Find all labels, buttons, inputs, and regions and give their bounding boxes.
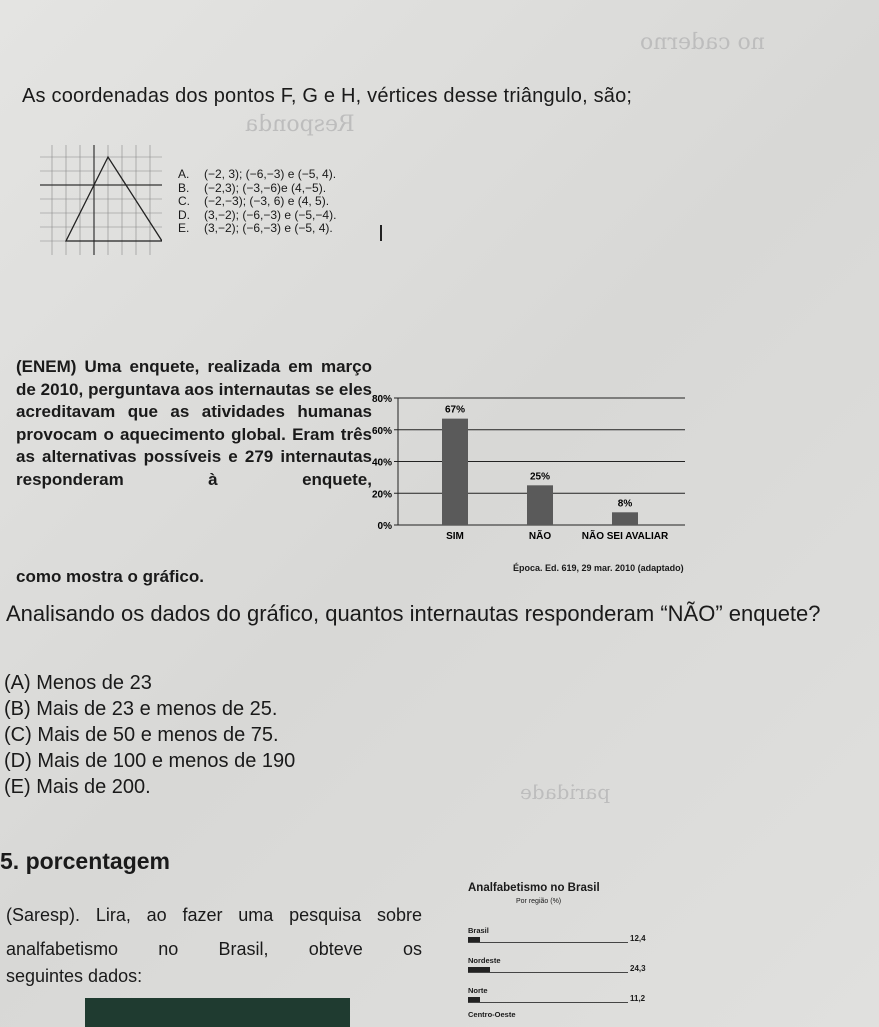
option-d: D. (3,−2); (−6,−3) e (−5,−4). xyxy=(178,207,337,222)
y-tick-label: 0% xyxy=(377,521,392,532)
table-row xyxy=(468,956,646,973)
chart-source: Época. Ed. 619, 29 mar. 2010 (adaptado) xyxy=(513,563,684,573)
answer-options-list xyxy=(178,168,336,236)
y-tick-label: 80% xyxy=(371,394,392,405)
bar xyxy=(612,512,638,525)
answer-choices xyxy=(4,670,295,800)
enem-question-text: (ENEM) Uma enquete, realizada em março de 2010, perguntava aos internautas se eles acreditavam que as atividades humanas provocam o aquecimento global. Eram três as alternativas possíveis e 279 internautas responderam à enquete, xyxy=(16,357,372,489)
y-tick-label: 60% xyxy=(371,425,392,437)
bleed-through-text: no caderno xyxy=(640,30,765,55)
table-row xyxy=(468,926,646,943)
option-c: C. (−2,−3); (−3, 6) e (4, 5). xyxy=(178,194,330,208)
bar-chart xyxy=(360,380,690,550)
saresp-question-text: (Saresp). Lira, ao fazer uma pesquisa sobre analfabetismo no Brasil, obteve os xyxy=(6,905,422,959)
bleed-through-text: paridade xyxy=(520,780,611,804)
bleed-through-text: Responda xyxy=(245,112,355,137)
cropped-dark-block xyxy=(85,998,350,1027)
answer-a: (A) Menos de 23 xyxy=(4,672,152,694)
row-rule xyxy=(468,942,628,943)
y-tick-label: 20% xyxy=(371,489,392,501)
table-subtitle: Por região (%) xyxy=(516,898,562,905)
table-row xyxy=(468,986,646,1003)
row-value: 11,2 xyxy=(630,994,646,1003)
enem-question-last-line: como mostra o gráfico. xyxy=(16,567,204,586)
x-tick-label: SIM xyxy=(446,531,464,542)
row-label: Brasil xyxy=(468,926,489,935)
row-rule xyxy=(468,972,628,973)
row-value: 24,3 xyxy=(630,964,646,973)
row-label: Norte xyxy=(468,986,488,995)
option-a: A. (−2, 3); (−6,−3) e (−5, 4). xyxy=(178,167,337,181)
row-value: 12,4 xyxy=(630,934,646,943)
section-title: 5. porcentagem xyxy=(0,848,170,874)
table-title: Analfabetismo no Brasil xyxy=(468,882,600,894)
x-tick-label: NÃO xyxy=(528,531,552,542)
answer-d: (D) Mais de 100 e menos de 190 xyxy=(4,750,296,772)
text-cursor xyxy=(380,225,382,241)
row-label: Nordeste xyxy=(468,956,501,965)
data-label: 8% xyxy=(617,498,633,510)
y-tick-label: 40% xyxy=(371,457,392,469)
question-text: Analisando os dados do gráfico, quantos internautas responderam “NÃO” enquete? xyxy=(6,601,821,626)
data-label: 67% xyxy=(444,404,466,416)
bar xyxy=(442,419,468,525)
intro-text: As coordenadas dos pontos F, G e H, vértices desse triângulo, são; xyxy=(22,85,633,107)
row-rule xyxy=(468,1002,628,1003)
answer-e: (E) Mais de 200. xyxy=(4,776,151,798)
saresp-question-last-line: seguintes dados: xyxy=(6,966,143,986)
option-b: B. (−2,3); (−3,−6)e (4,−5). xyxy=(178,180,327,195)
answer-c: (C) Mais de 50 e menos de 75. xyxy=(4,724,279,746)
row-label: Centro-Oeste xyxy=(468,1010,516,1019)
data-label: 25% xyxy=(529,471,551,483)
answer-b: (B) Mais de 23 e menos de 25. xyxy=(4,698,278,720)
coordinate-grid-figure xyxy=(40,145,162,255)
option-e: E. (3,−2); (−6,−3) e (−5, 4). xyxy=(178,221,333,235)
illiteracy-table-figure xyxy=(458,882,658,1027)
bar xyxy=(527,485,553,525)
table-row xyxy=(468,1010,638,1019)
x-tick-label: NÃO SEI AVALIAR xyxy=(581,531,669,542)
